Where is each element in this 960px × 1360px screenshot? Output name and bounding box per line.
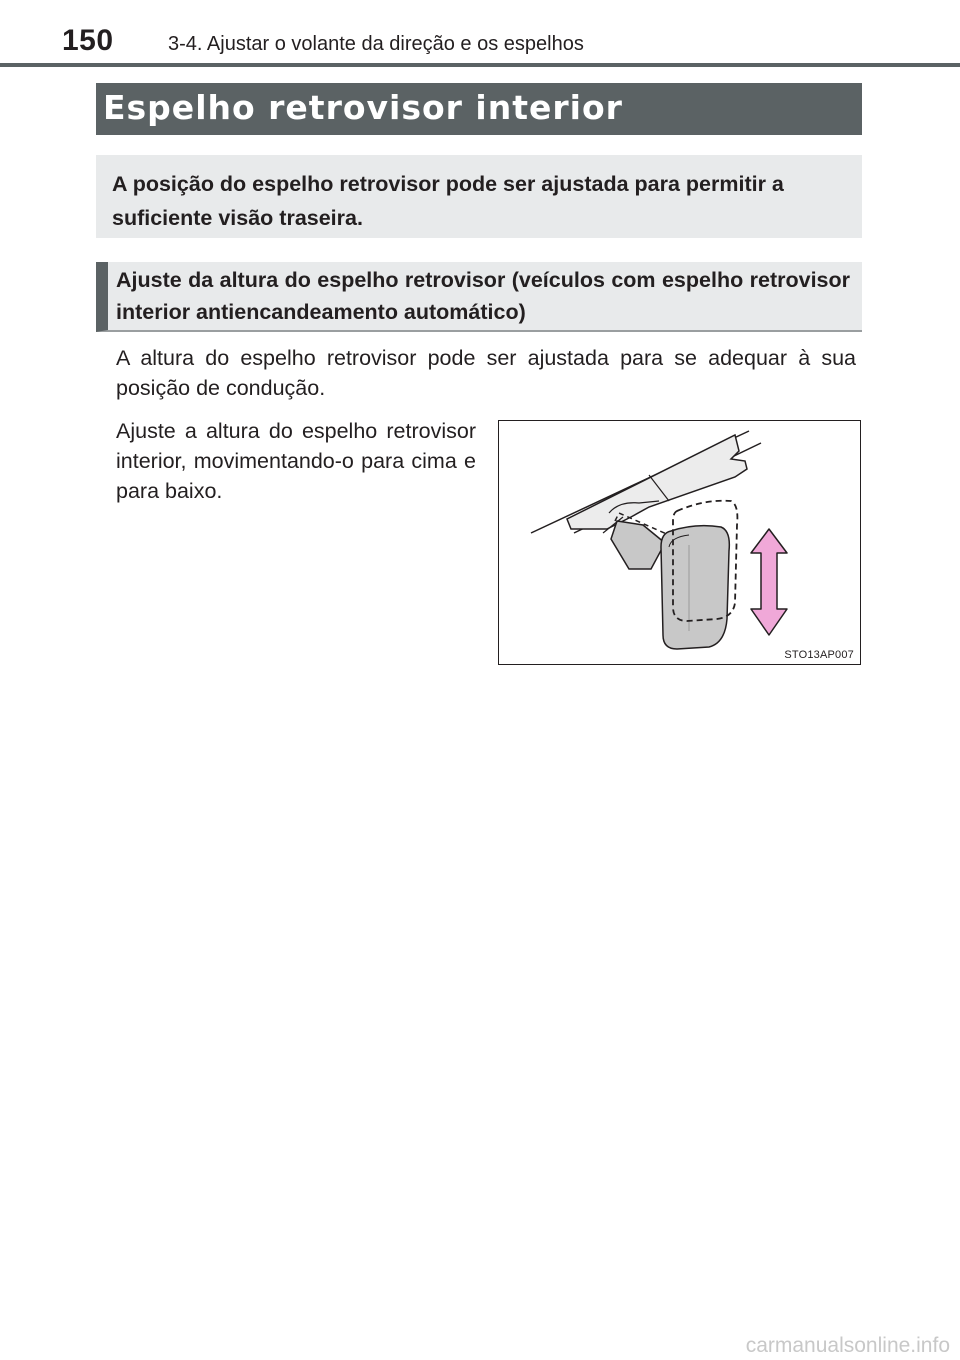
section-title: Espelho retrovisor interior bbox=[103, 88, 623, 127]
subsection-heading: Ajuste da altura do espelho retrovisor (veículos com espelho retrovisor interior antiencandeamento automático) bbox=[96, 262, 862, 332]
figure-code: STO13AP007 bbox=[784, 649, 854, 661]
mirror-illustration bbox=[498, 420, 861, 665]
body-paragraph: A altura do espelho retrovisor pode ser ajustada para se adequar à sua posição de condução. bbox=[116, 346, 856, 400]
mirror-drawing bbox=[499, 421, 862, 666]
watermark: carmanualsonline.info bbox=[745, 1334, 950, 1357]
page-number: 150 bbox=[62, 24, 114, 57]
header-rule bbox=[0, 63, 960, 67]
intro-box: A posição do espelho retrovisor pode ser ajustada para permitir a suficiente visão traseira. bbox=[96, 155, 862, 238]
running-head: 3-4. Ajustar o volante da direção e os espelhos bbox=[168, 33, 584, 55]
section-banner bbox=[96, 83, 862, 135]
body-paragraph: Ajuste a altura do espelho retrovisor interior, movimentando-o para cima e para baixo. bbox=[116, 419, 476, 503]
